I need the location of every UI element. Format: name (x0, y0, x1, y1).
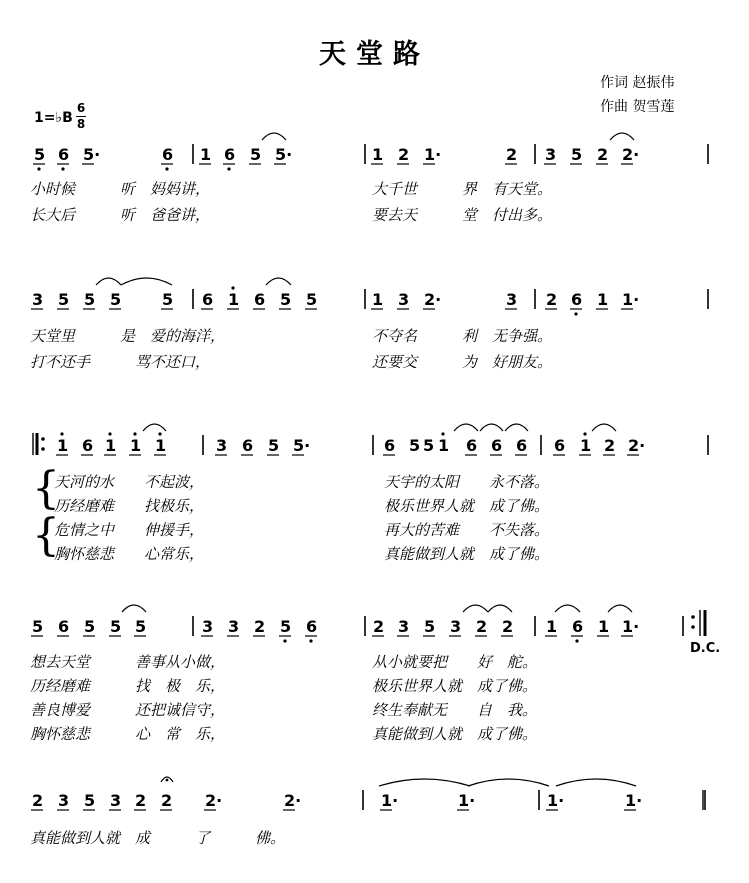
note-1-12: 2 (506, 145, 518, 164)
note-3-1: 1 (57, 436, 69, 455)
lyric-line3-verse2-b: 极乐世界人就 成了佛。 (384, 497, 550, 515)
tie-2 (610, 133, 634, 140)
note-4-18: 6 (572, 617, 584, 636)
note-2-12: 3 (398, 290, 410, 309)
note-2-13: 2· (424, 290, 442, 309)
lyric-line5: 真能做到人就 成 了 佛。 (30, 829, 286, 847)
note-3-2: 6 (82, 436, 94, 455)
octave-dot-low (283, 639, 286, 642)
note-4-20: 1· (622, 617, 640, 636)
note-5-1: 2 (32, 791, 44, 810)
note-3-13: 1 (438, 436, 450, 455)
lyricist-credit: 作词 赵振伟 (600, 75, 675, 91)
octave-dot-low (575, 639, 578, 642)
note-4-2: 6 (58, 617, 70, 636)
lyric-line2-verse2-a: 打不还手 骂不还口， (30, 353, 211, 371)
note-4-3: 5 (84, 617, 96, 636)
note-1-16: 2· (622, 145, 640, 164)
note-1-14: 5 (571, 145, 583, 164)
note-3-20: 2· (628, 436, 646, 455)
note-3-8: 5 (268, 436, 280, 455)
note-2-7: 1 (228, 290, 240, 309)
lyric-line1-verse2-a: 长大后 听 爸爸讲， (30, 206, 211, 224)
note-1-13: 3 (545, 145, 557, 164)
tie-6 (143, 424, 166, 431)
octave-dot-high (231, 286, 234, 289)
lyric-line3-verse1-a: 天河的水 不起波， (54, 473, 205, 491)
note-3-6: 3 (216, 436, 228, 455)
note-2-9: 5 (280, 290, 292, 309)
note-4-8: 2 (254, 617, 266, 636)
octave-dot-high (583, 432, 586, 435)
tie-18 (556, 779, 636, 786)
lyric-line1-verse2-b: 要去天 堂 付出多。 (372, 206, 553, 224)
note-4-1: 5 (32, 617, 44, 636)
octave-dot-low (165, 167, 168, 170)
note-3-19: 2 (604, 436, 616, 455)
repeat-dot (41, 437, 45, 441)
lyric-line1-verse1-a: 小时候 听 妈妈讲， (30, 180, 211, 198)
octave-dot-high (441, 432, 444, 435)
note-4-10: 6 (306, 617, 318, 636)
note-5-5: 2 (135, 791, 147, 810)
note-1-11: 1· (424, 145, 442, 164)
note-3-15: 6 (491, 436, 503, 455)
note-1-5: 1 (200, 145, 212, 164)
note-1-15: 2 (597, 145, 609, 164)
tie-10 (592, 424, 616, 431)
note-2-2: 5 (58, 290, 70, 309)
note-4-19: 1 (598, 617, 610, 636)
verse-brace-2: { (32, 510, 60, 561)
lyric-line4-verse4-a: 胸怀慈悲 心 常 乐， (30, 725, 226, 743)
note-2-15: 2 (546, 290, 558, 309)
lyric-line3-verse1-b: 天宇的太阳 永不落。 (384, 473, 550, 491)
note-4-17: 1 (546, 617, 558, 636)
note-4-12: 3 (398, 617, 410, 636)
lyric-line1-verse1-b: 大千世 界 有天堂。 (372, 180, 553, 198)
note-5-6: 2 (161, 791, 173, 810)
note-5-2: 3 (58, 791, 70, 810)
tie-9 (505, 424, 528, 431)
tie-7 (454, 424, 478, 431)
note-3-3: 1 (105, 436, 117, 455)
lyric-line2-verse1-a: 天堂里 是 爱的海洋， (30, 327, 226, 345)
note-1-10: 2 (398, 145, 410, 164)
repeat-dot (41, 447, 45, 451)
lyric-line4-verse2-a: 历经磨难 找 极 乐， (30, 677, 226, 695)
tie-12 (463, 605, 488, 612)
note-3-16: 6 (516, 436, 528, 455)
note-1-1: 5 (34, 145, 46, 164)
note-2-5: 5 (162, 290, 174, 309)
lyric-line4-verse3-b: 终生奉献无 自 我。 (372, 701, 538, 719)
note-3-9: 5· (293, 436, 311, 455)
verse-brace-1: { (32, 463, 60, 514)
tie-8 (480, 424, 503, 431)
tie-3 (96, 278, 121, 285)
fermata-dot (166, 779, 169, 782)
tie-15 (608, 605, 632, 612)
lyric-line3-verse3-b: 再大的苦难 不失落。 (384, 521, 550, 539)
note-2-3: 5 (84, 290, 96, 309)
tie-17 (468, 779, 549, 786)
note-2-11: 1 (372, 290, 384, 309)
tie-16 (379, 779, 470, 786)
octave-dot-low (574, 312, 577, 315)
lyric-line4-verse3-a: 善良博爱 还把诚信守， (30, 701, 226, 719)
lyric-line4-verse2-b: 极乐世界人就 成了佛。 (372, 677, 538, 695)
note-4-11: 2 (373, 617, 385, 636)
tie-11 (122, 605, 146, 612)
song-title: 天堂路 (319, 39, 430, 70)
note-4-9: 5 (280, 617, 292, 636)
octave-dot-high (158, 432, 161, 435)
note-3-10: 6 (384, 436, 396, 455)
note-3-12: 5 (423, 436, 435, 455)
note-5-11: 1· (547, 791, 565, 810)
tie-1 (262, 133, 286, 140)
note-4-15: 2 (476, 617, 488, 636)
note-1-9: 1 (372, 145, 384, 164)
octave-dot-high (108, 432, 111, 435)
lyric-line2-verse1-b: 不夺名 利 无争强。 (372, 327, 553, 345)
note-1-4: 6 (162, 145, 174, 164)
tie-13 (488, 605, 512, 612)
note-1-7: 5 (250, 145, 262, 164)
note-1-8: 5· (275, 145, 293, 164)
note-2-18: 1· (622, 290, 640, 309)
note-3-17: 6 (554, 436, 566, 455)
octave-dot-high (133, 432, 136, 435)
note-5-12: 1· (625, 791, 643, 810)
lyric-line4-verse1-b: 从小就要把 好 舵。 (372, 653, 538, 671)
note-4-4: 5 (110, 617, 122, 636)
note-3-4: 1 (130, 436, 142, 455)
note-3-11: 5 (409, 436, 421, 455)
lyric-line3-verse2-a: 历经磨难 找极乐， (54, 497, 205, 515)
note-3-5: 1 (155, 436, 167, 455)
note-4-5: 5 (135, 617, 147, 636)
note-2-17: 1 (597, 290, 609, 309)
note-3-14: 6 (466, 436, 478, 455)
tie-4 (121, 278, 172, 285)
note-2-10: 5 (306, 290, 318, 309)
note-2-1: 3 (32, 290, 44, 309)
note-2-6: 6 (202, 290, 214, 309)
note-5-3: 5 (84, 791, 96, 810)
repeat-dot (691, 625, 695, 629)
dc-marking: D.C. (690, 641, 721, 656)
octave-dot-high (60, 432, 63, 435)
note-2-16: 6 (571, 290, 583, 309)
note-1-6: 6 (224, 145, 236, 164)
composer-credit: 作曲 贺雪莲 (600, 99, 675, 115)
note-2-4: 5 (110, 290, 122, 309)
lyric-line3-verse4-a: 胸怀慈悲 心常乐， (54, 545, 205, 563)
note-4-13: 5 (424, 617, 436, 636)
note-5-9: 1· (381, 791, 399, 810)
octave-dot-low (227, 167, 230, 170)
note-3-7: 6 (242, 436, 254, 455)
time-signature-top: 6 (76, 101, 86, 115)
note-4-14: 3 (450, 617, 462, 636)
tie-5 (266, 278, 291, 285)
repeat-dot (691, 615, 695, 619)
lyric-line4-verse1-a: 想去天堂 善事从小做， (30, 653, 226, 671)
note-4-7: 3 (228, 617, 240, 636)
note-4-6: 3 (202, 617, 214, 636)
note-5-7: 2· (205, 791, 223, 810)
lyric-line3-verse3-a: 危情之中 伸援手， (54, 521, 205, 539)
note-3-18: 1 (580, 436, 592, 455)
lyric-line4-verse4-b: 真能做到人就 成了佛。 (372, 725, 538, 743)
note-1-2: 6 (58, 145, 70, 164)
note-5-8: 2· (284, 791, 302, 810)
note-4-16: 2 (502, 617, 514, 636)
tie-14 (555, 605, 580, 612)
octave-dot-low (61, 167, 64, 170)
octave-dot-low (37, 167, 40, 170)
octave-dot-low (309, 639, 312, 642)
note-2-8: 6 (254, 290, 266, 309)
lyric-line2-verse2-b: 还要交 为 好朋友。 (372, 353, 553, 371)
key-signature: 1=♭B (34, 110, 73, 126)
note-5-4: 3 (110, 791, 122, 810)
time-signature-bottom: 8 (76, 117, 86, 131)
note-5-10: 1· (458, 791, 476, 810)
note-1-3: 5· (83, 145, 101, 164)
note-2-14: 3 (506, 290, 518, 309)
lyric-line3-verse4-b: 真能做到人就 成了佛。 (384, 545, 550, 563)
